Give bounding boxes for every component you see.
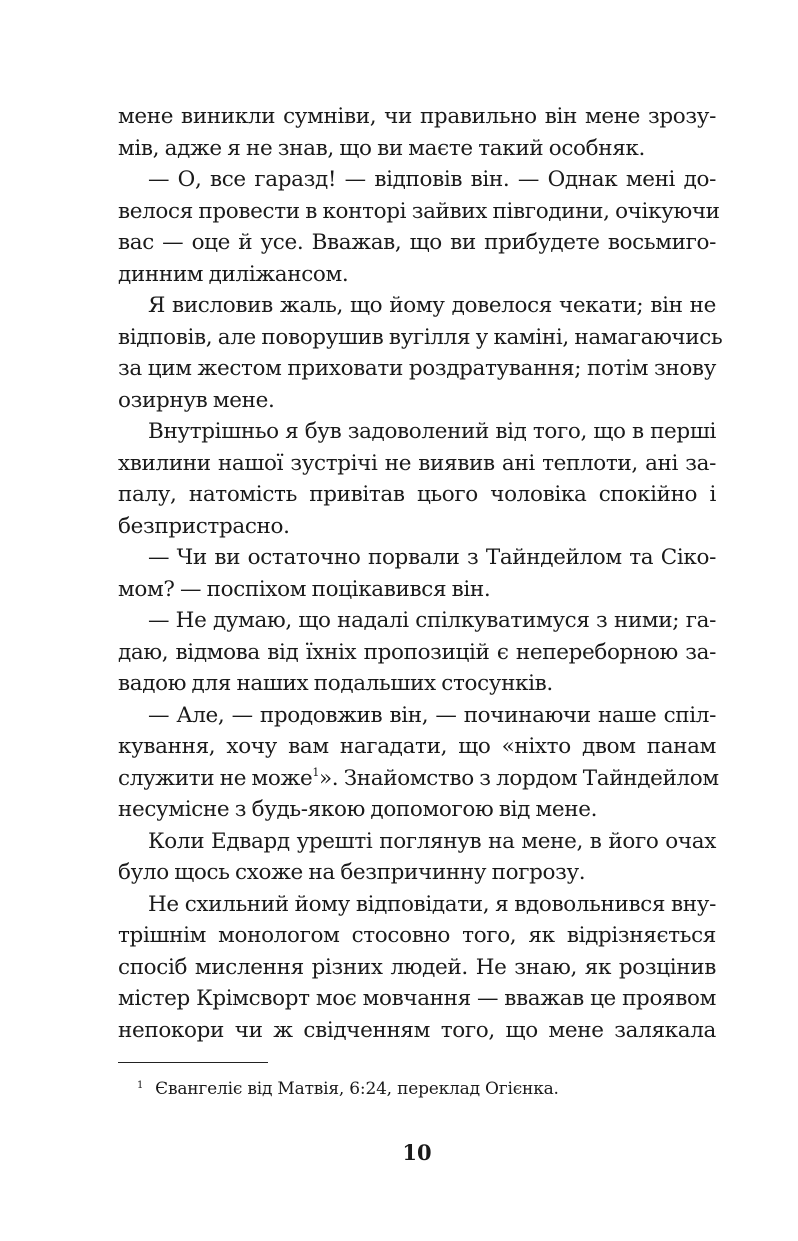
main-text xyxy=(118,101,723,1046)
text-line: за цим жестом приховати роздратування; потім знову xyxy=(118,356,716,381)
text-line: мене виникли сумніви, чи правильно він мене зрозу- xyxy=(118,104,716,129)
page-number: 10 xyxy=(402,1140,432,1165)
text-segment: ». Знайомство з лордом Тайндейлом xyxy=(318,765,719,791)
text-line: непокори чи ж свідченням того, що мене залякала xyxy=(118,1017,716,1043)
footnote-reference: 1 xyxy=(312,765,319,779)
text-line: — О, все гаразд! — відповів він. — Однак мені до- xyxy=(148,167,716,192)
text-line: Коли Едвард урешті поглянув на мене, в його очах xyxy=(148,828,716,854)
text-line: трішнім монологом стосовно того, як відрізняється xyxy=(118,923,716,948)
text-line: — Але, — продовжив він, — починаючи наше спіл- xyxy=(148,702,716,728)
text-line: — Чи ви остаточно порвали з Тайндейлом та Сіко- xyxy=(148,545,716,570)
text-line: вас — оце й усе. Вважав, що ви прибудете восьмиго- xyxy=(118,230,716,255)
text-line: містер Крімсворт моє мовчання — вважав це проявом xyxy=(118,986,716,1011)
footnote-marker: 1 xyxy=(137,1080,144,1091)
text-line: даю, відмова від їхніх пропозицій є непереборною за- xyxy=(118,639,716,665)
text-line: Внутрішньо я був задоволений від того, що в перші xyxy=(148,419,716,444)
text-line: — Не думаю, що надалі спілкуватимуся з ними; га- xyxy=(148,608,716,633)
text-line: Я висловив жаль, що йому довелося чекати; він не xyxy=(148,293,716,318)
text-line: хвилини нашої зустрічі не виявив ані теплоти, ані за- xyxy=(118,450,716,476)
text-line: відповів, але поворушив вугілля у каміні, намагаючись xyxy=(118,324,723,350)
text-line: безпристрасно. xyxy=(118,513,290,539)
text-line: озирнув мене. xyxy=(118,387,275,413)
text-line xyxy=(118,763,719,795)
text-line: Не схильний йому відповідати, я вдовольнився вну- xyxy=(148,891,716,917)
text-line: було щось схоже на безпричинну погрозу. xyxy=(118,860,586,885)
text-line: мів, адже я не знав, що ви маєте такий особняк. xyxy=(118,135,645,161)
text-segment: служити не може xyxy=(118,765,313,791)
footnote-text: Євангеліє від Матвія, 6:24, переклад Огієнка. xyxy=(155,1079,559,1099)
text-line: велося провести в конторі зайвих півгодини, очікуючи xyxy=(118,198,720,224)
text-line: спосіб мислення різних людей. Не знаю, як розцінив xyxy=(118,954,716,980)
footnote-separator xyxy=(118,1062,268,1063)
text-line: мом? — поспіхом поцікавився він. xyxy=(118,576,491,602)
text-line: палу, натомість привітав цього чоловіка спокійно і xyxy=(118,482,716,507)
footnote xyxy=(137,1074,559,1101)
text-line: динним диліжансом. xyxy=(118,261,349,287)
text-line: несумісне з будь-якою допомогою від мене. xyxy=(118,797,598,822)
text-line: кування, хочу вам нагадати, що «ніхто двом панам xyxy=(118,734,716,759)
text-line: вадою для наших подальших стосунків. xyxy=(118,671,553,696)
